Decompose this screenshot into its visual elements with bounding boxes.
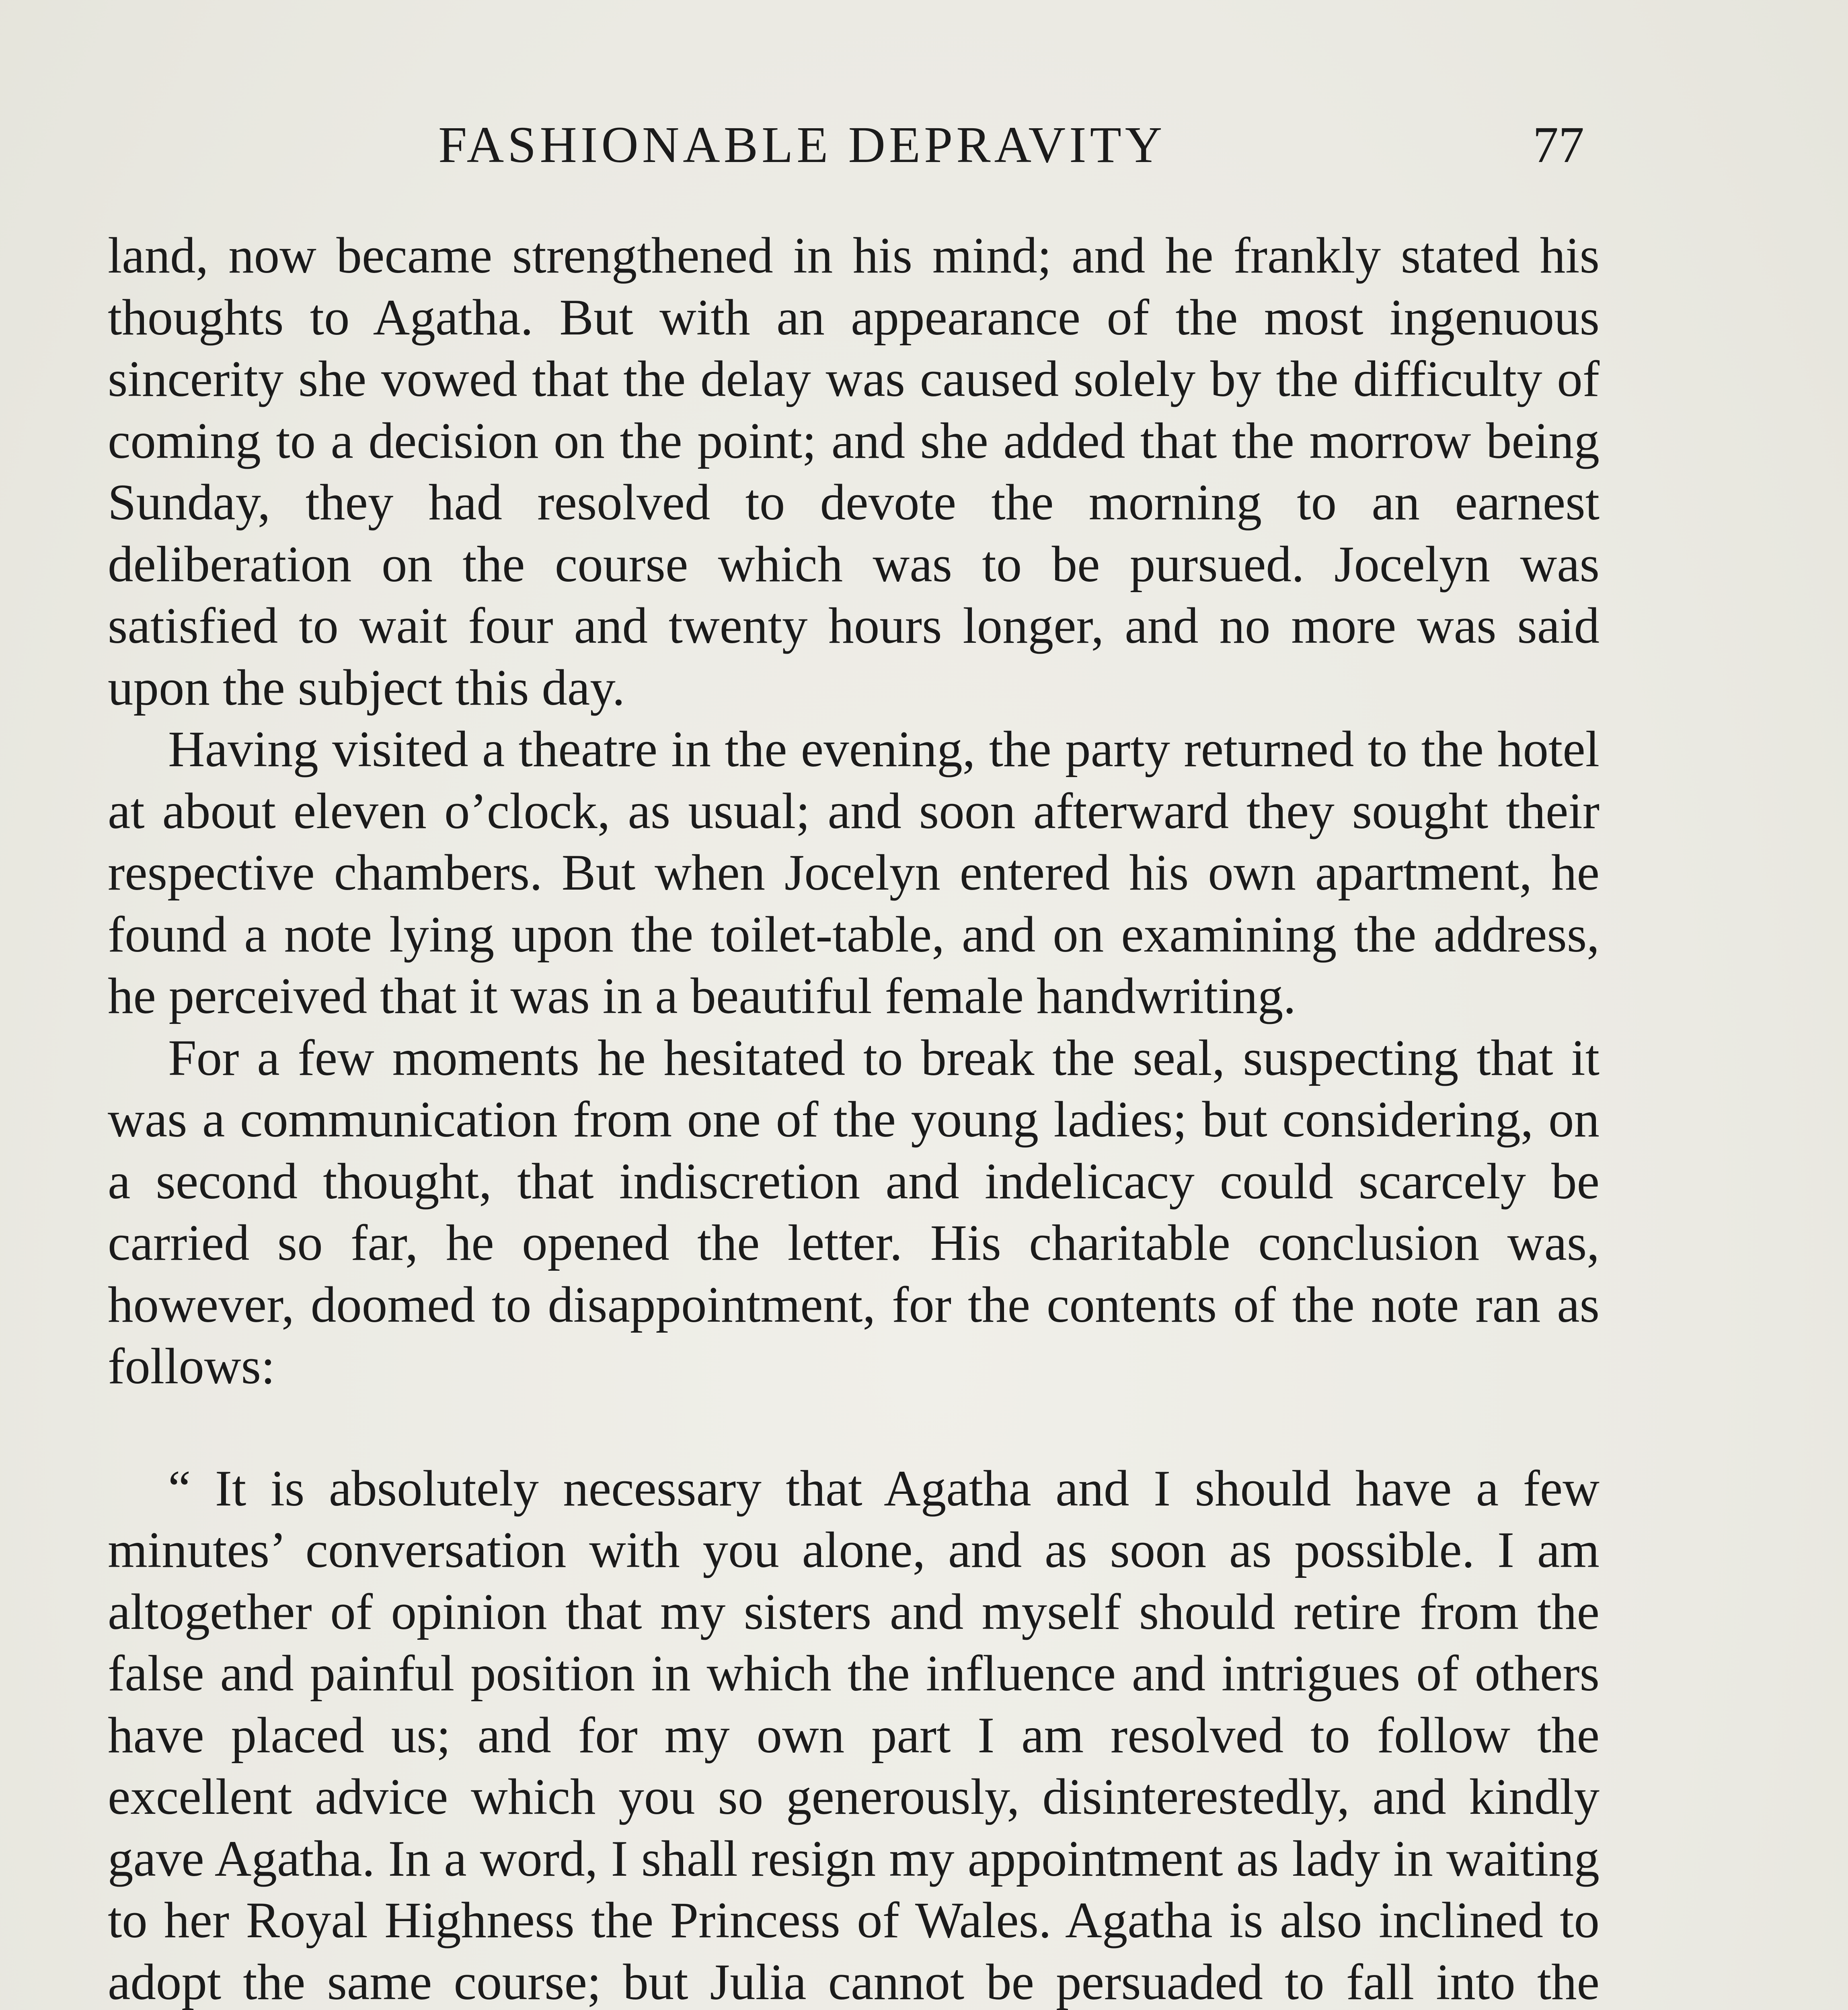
paragraph-note: For a few moments he hesitated to break the seal, suspecting that it was a communication from one of the young ladies; but considering, on a second thought, that indiscretion and indelicacy could scarcely be carried so far, he opened the letter. His charitable conclusion was, however, doomed to disappointment, for the contents of the note ran as follows: <box>108 1030 1600 1395</box>
paragraph-continued: land, now became strengthened in his mind; and he frankly stated his thoughts to Agatha. But with an appearance of the most ingenuous sincerity she vowed that the delay was caused solely by the difficulty of coming to a decision on the point; and she added that the morrow being Sunday, they had resolved to devote the morning to an earnest deliberation on the course which was to be pursued. Jocelyn was satisfied to wait four and twenty hours longer, and no more was said upon the subject this day. <box>108 228 1600 716</box>
page-number: 77 <box>1533 116 1584 173</box>
running-title: FASHIONABLE DEPRAVITY <box>438 116 1166 173</box>
paragraph-gap <box>108 1398 1600 1458</box>
paragraph-theatre: Having visited a theatre in the evening, the party returned to the hotel at about eleven o’clock, as usual; and soon afterward they sought their respective chambers. But when Jocelyn entered his own apartment, he found a note lying upon the toilet-table, and on examining the address, he perceived that it was in a beautiful female handwriting. <box>108 721 1600 1024</box>
running-head <box>438 105 1584 185</box>
body-text <box>108 225 1600 2010</box>
paragraph-letter: “ It is absolutely necessary that Agatha and I should have a few minutes’ conversation with you alone, and as soon as possible. I am altogether of opinion that my sisters and myself should retire from the false and painful position in which the influence and intrigues of others have placed us; and for my own part I am resolved to follow the excellent advice which you so generously, disinterestedly, and kindly gave Agatha. In a word, I shall resign my appointment as lady in waiting to her Royal Highness the Princess of Wales. Agatha is also inclined to adopt the same course; but Julia cannot be persuaded to fall into the <box>108 1460 1600 2010</box>
